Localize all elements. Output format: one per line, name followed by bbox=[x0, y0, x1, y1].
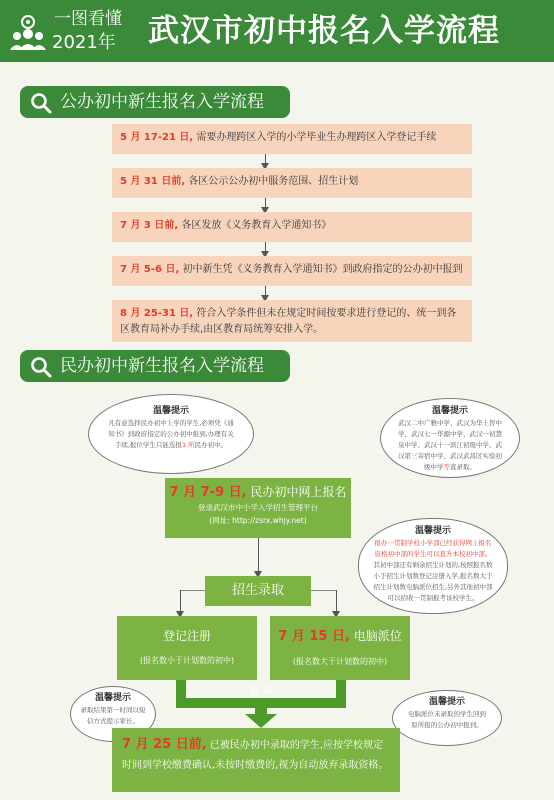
branch-line-left bbox=[180, 590, 205, 591]
search-icon bbox=[30, 356, 52, 378]
step-date: 5 月 31 日前, bbox=[120, 176, 186, 187]
final-text-2: 时间到学校缴费确认,未按时缴费的,视为自动放弃录取资格。 bbox=[122, 760, 389, 771]
admission-box: 招生录取 bbox=[205, 576, 311, 606]
flow-arrow bbox=[265, 154, 266, 168]
tip-text: 录取结果第一时间以短信方式提示家长。 bbox=[80, 706, 146, 725]
lottery-box bbox=[270, 616, 410, 680]
public-step-3 bbox=[112, 212, 472, 242]
flow-arrow bbox=[265, 286, 266, 300]
enroll-arrow-bar bbox=[176, 698, 346, 708]
lottery-label: 电脑派位 bbox=[353, 629, 402, 643]
online-date: 7 月 7-9 日, bbox=[169, 485, 247, 500]
flow-arrow bbox=[258, 538, 259, 576]
tip-text: 凡有意选择民办初中上学的学生,必须凭《通知书》到政府指定的公办初中报到,办理有关手续,报位学生只能选报 bbox=[108, 419, 234, 449]
tip-text: 电脑派位未录取的学生回到原所报的公办初中报到。 bbox=[408, 710, 486, 729]
tip-highlight: 1 所 bbox=[181, 441, 195, 449]
enroll-label: 录 取 bbox=[248, 684, 274, 697]
header-banner bbox=[0, 0, 554, 62]
branch-line-right bbox=[311, 590, 336, 591]
search-icon bbox=[30, 92, 52, 114]
page-title: 武汉市初中报名入学流程 bbox=[148, 13, 500, 49]
public-section-title: 公办初中新生报名入学流程 bbox=[60, 92, 264, 112]
tip-bubble-3 bbox=[358, 518, 508, 614]
public-section-title-bar bbox=[20, 86, 290, 118]
step-text: 需要办理跨区入学的小学毕业生办理跨区入学登记手续 bbox=[196, 132, 437, 143]
step-text: 各区公示公办初中服务范围、招生计划 bbox=[188, 176, 359, 187]
tip-highlight: 等 bbox=[443, 463, 450, 471]
online-registration-box bbox=[165, 478, 351, 538]
header-year: 2021年 bbox=[52, 32, 116, 53]
public-step-4 bbox=[112, 256, 472, 286]
online-label: 民办初中网上报名 bbox=[250, 485, 347, 499]
tip-bubble-1 bbox=[88, 394, 254, 474]
online-platform: 登录武汉市中小学入学招生管理平台 bbox=[198, 503, 318, 512]
flow-arrow bbox=[265, 242, 266, 256]
header-subtitle: 一图看懂 bbox=[54, 9, 122, 29]
tip-tail: 民办初中。 bbox=[194, 441, 228, 449]
people-location-icon bbox=[8, 12, 48, 52]
final-date: 7 月 25 日前, bbox=[122, 737, 207, 752]
tip-title: 温馨提示 bbox=[431, 406, 468, 416]
tip-bubble-2 bbox=[380, 398, 520, 478]
tip-title: 温馨提示 bbox=[152, 406, 189, 416]
step-text: 各区发放《义务教育入学通知书》 bbox=[181, 220, 332, 231]
final-text-1: 已被民办初中录取的学生,应按学校规定 bbox=[209, 740, 384, 751]
step-text: 初中新生凭《义务教育入学通知书》到政府指定的公办初中报到 bbox=[182, 264, 463, 275]
step-text: 符合入学条件但未在规定时间按要求进行登记的、统一到各区教育局补办手续,由区教育局统筹安排入学。 bbox=[120, 308, 457, 335]
tip-text: 武汉二中广雅中学、武汉为华上智中学、武汉七一华源中学、武汉一初慧泉中学、武汉十一滨江初级中学、武汉第三寄宿中学、武汉武昌区实验初级中学 bbox=[398, 419, 502, 471]
tip-title: 温馨提示 bbox=[414, 526, 451, 536]
register-box bbox=[117, 616, 257, 680]
step-date: 7 月 3 日前, bbox=[120, 220, 179, 231]
final-box bbox=[112, 728, 400, 792]
online-url: (网址: http://zsrx.whjy.net) bbox=[209, 516, 307, 525]
private-section-title-bar bbox=[20, 350, 290, 382]
register-title: 登记注册 bbox=[162, 629, 211, 643]
tip-tail: 其初中部还有剩余招生计划的,按照报名数小于招生计划数登记注册入学,报名数大于招生计划数电脑派位招生,另外其他初中部可以招收一贯制报考该校学生。 bbox=[373, 561, 493, 602]
register-note: (报名数小于计划数的初中) bbox=[139, 656, 235, 665]
public-step-5 bbox=[112, 300, 472, 342]
flow-arrow bbox=[265, 198, 266, 212]
enroll-arrow-head bbox=[245, 714, 277, 728]
tip-bubble-5 bbox=[392, 690, 502, 746]
public-step-2 bbox=[112, 168, 472, 198]
tip-highlight: 报办一贯制学校小学部已经获得网上报名资格初中部的学生可以直升本校初中部。 bbox=[374, 539, 492, 558]
lottery-date: 7 月 15 日, bbox=[278, 629, 350, 644]
lottery-note: (报名数大于计划数的初中) bbox=[292, 657, 388, 666]
tip-tail: 直录取。 bbox=[450, 463, 476, 471]
public-step-1 bbox=[112, 124, 472, 154]
step-date: 5 月 17-21 日, bbox=[120, 132, 194, 143]
step-date: 7 月 5-6 日, bbox=[120, 264, 180, 275]
tip-title: 温馨提示 bbox=[94, 693, 131, 703]
private-section-title: 民办初中新生报名入学流程 bbox=[60, 356, 264, 376]
step-date: 8 月 25-31 日, bbox=[120, 308, 194, 319]
tip-title: 温馨提示 bbox=[428, 697, 465, 707]
flow-arrow bbox=[180, 590, 181, 616]
flow-arrow bbox=[336, 590, 337, 616]
